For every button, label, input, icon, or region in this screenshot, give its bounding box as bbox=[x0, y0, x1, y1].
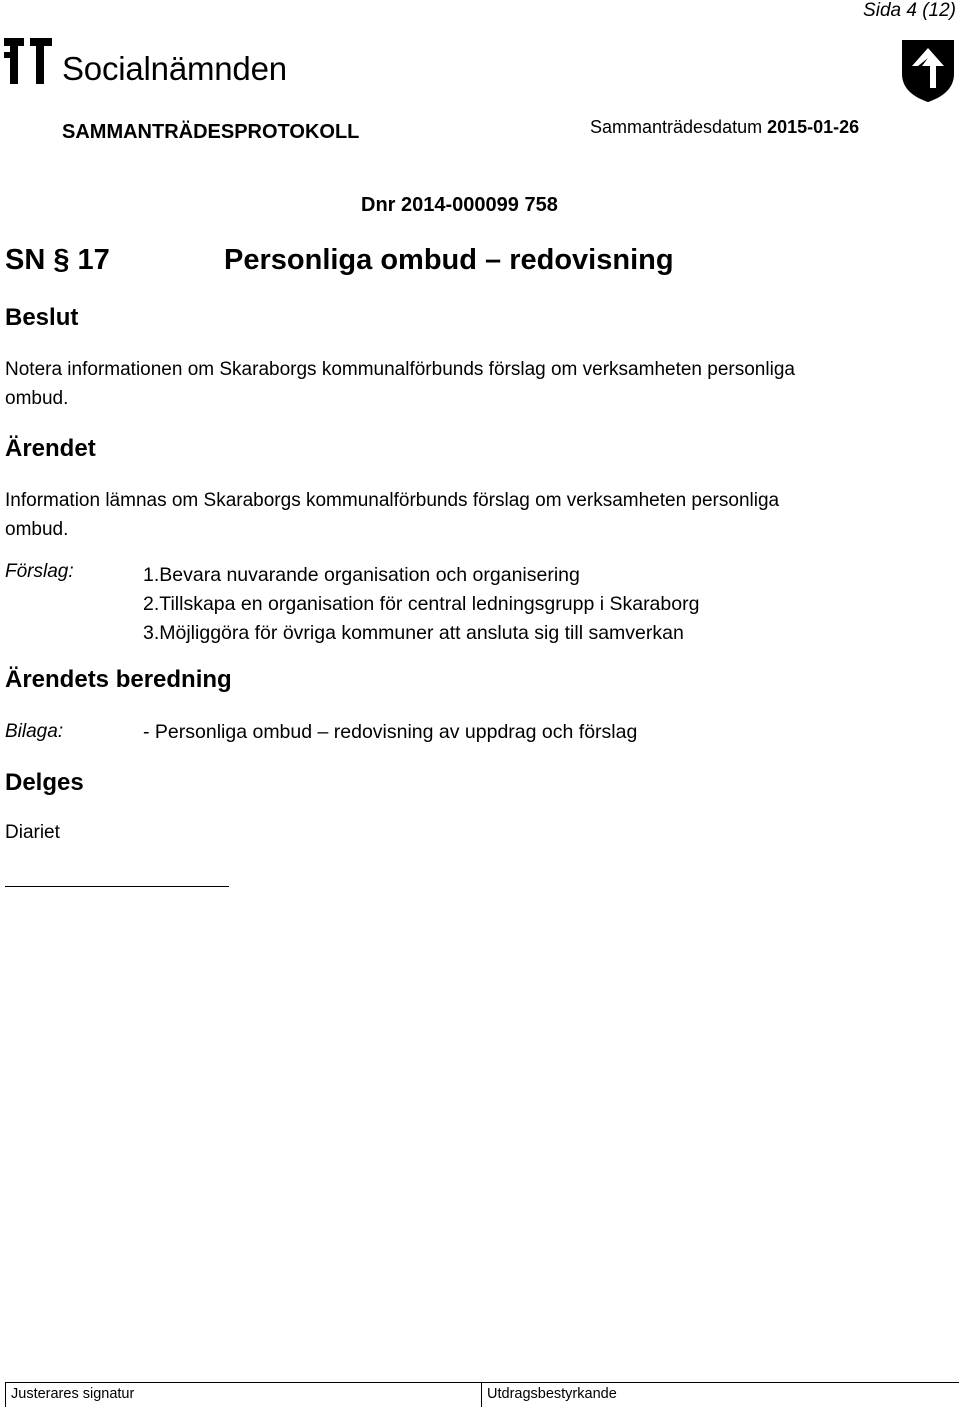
meeting-date-label: Sammanträdesdatum bbox=[590, 117, 763, 137]
proposal-label: Förslag: bbox=[5, 561, 74, 582]
proposal-item: 3.Möjliggöra för övriga kommuner att ansluta sig till samverkan bbox=[143, 622, 684, 644]
decision-text: Notera informationen om Skaraborgs kommunalförbunds förslag om verksamheten personliga ombud. bbox=[5, 359, 795, 409]
diary-number: Dnr 2014-000099 758 bbox=[361, 194, 558, 216]
meeting-date-value: 2015-01-26 bbox=[767, 117, 860, 137]
document-type: SAMMANTRÄDESPROTOKOLL bbox=[62, 121, 360, 143]
proposal-item: 2.Tillskapa en organisation för central ledningsgrupp i Skaraborg bbox=[143, 593, 700, 615]
item-title: Personliga ombud – redovisning bbox=[224, 244, 674, 276]
decision-heading: Beslut bbox=[5, 304, 79, 331]
preparation-heading: Ärendets beredning bbox=[5, 666, 232, 693]
footer bbox=[5, 1382, 959, 1407]
coat-of-arms-icon bbox=[900, 38, 956, 104]
distribution-recipient: Diariet bbox=[5, 822, 60, 843]
meeting-date bbox=[590, 117, 859, 138]
proposal-item: 1.Bevara nuvarande organisation och organisering bbox=[143, 564, 580, 586]
proposal-list bbox=[143, 561, 699, 648]
attachment-text: - Personliga ombud – redovisning av uppdrag och förslag bbox=[143, 721, 638, 743]
matter-heading: Ärendet bbox=[5, 435, 96, 462]
signature-field: Justerares signatur bbox=[6, 1383, 482, 1407]
distribution-heading: Delges bbox=[5, 769, 84, 796]
organization-name: Socialnämnden bbox=[62, 50, 287, 87]
attachment-label: Bilaga: bbox=[5, 721, 64, 742]
paragraph-number: SN § 17 bbox=[5, 244, 110, 276]
certified-field: Utdragsbestyrkande bbox=[487, 1386, 617, 1402]
page-number: Sida 4 (12) bbox=[863, 0, 956, 21]
municipality-logo-icon bbox=[4, 38, 52, 84]
matter-text: Information lämnas om Skaraborgs kommunalförbunds förslag om verksamheten personliga ombud. bbox=[5, 490, 780, 540]
end-divider bbox=[5, 886, 229, 887]
